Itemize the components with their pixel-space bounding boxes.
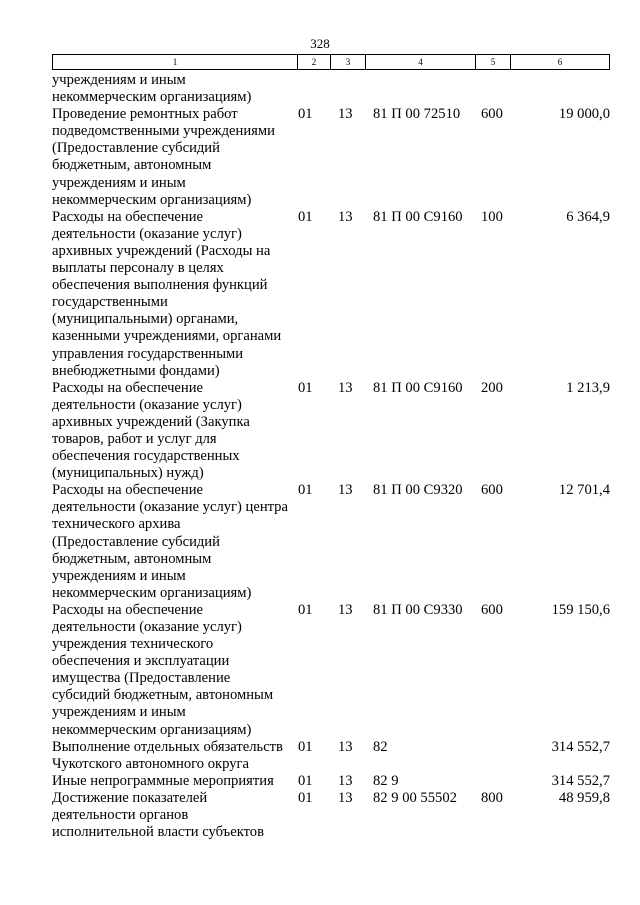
row-description: Достижение показателей деятельности органов исполнительной власти субъектов — [52, 789, 264, 841]
column-header: 4 — [366, 55, 476, 69]
section-code: 01 — [298, 772, 313, 789]
subsection-code: 13 — [338, 482, 353, 499]
target-article-code: 82 9 — [373, 772, 399, 789]
section-code: 01 — [298, 482, 313, 499]
subsection-code: 13 — [338, 738, 353, 755]
table-row — [52, 739, 610, 773]
target-article-code: 81 П 00 С9330 — [373, 601, 463, 618]
column-header: 6 — [557, 57, 563, 67]
amount: 1 213,9 — [566, 379, 610, 396]
column-header: 1 — [53, 55, 298, 69]
subsection-code: 13 — [338, 789, 353, 806]
section-code: 01 — [298, 738, 313, 755]
target-article-code: 81 П 00 С9320 — [373, 482, 463, 499]
subsection-code — [338, 72, 373, 106]
target-article-code — [373, 72, 481, 106]
table-body — [52, 72, 610, 841]
table-row — [52, 602, 610, 739]
table-row — [52, 380, 610, 483]
section-code: 01 — [298, 789, 313, 806]
row-description: Расходы на обеспечение деятельности (оказание услуг) центра технического архива (Предоставление субсидий бюджетным, автономным учреждениям и иным некоммерческим организациям) — [52, 482, 288, 601]
amount: 48 959,8 — [558, 789, 610, 806]
target-article-code: 81 П 00 С9160 — [373, 208, 463, 225]
table-row — [52, 482, 610, 602]
row-description: Расходы на обеспечение деятельности (оказание услуг) архивных учреждений (Расходы на выплаты персоналу в целях обеспечения выполнения функций государственными (муниципальными) органами, казенными учреждениями, органами управления государственными внебюджетными фондами) — [52, 208, 282, 379]
expense-type-code — [481, 739, 521, 773]
page-number: 328 — [310, 36, 330, 51]
table-row — [52, 209, 610, 380]
amount — [521, 72, 610, 106]
expense-type-code: 200 — [481, 379, 503, 396]
target-article-code: 82 9 00 55502 — [373, 789, 457, 806]
expense-type-code: 600 — [481, 601, 503, 618]
column-header: 3 — [331, 55, 366, 69]
row-description: Расходы на обеспечение деятельности (оказание услуг) архивных учреждений (Закупка товаров, работ и услуг для обеспечения государственных (муниципальных) нужд) — [52, 379, 250, 482]
section-code: 01 — [298, 106, 313, 123]
table-row — [52, 72, 610, 106]
section-code: 01 — [298, 601, 313, 618]
column-header: 2 — [298, 55, 331, 69]
subsection-code: 13 — [338, 772, 353, 789]
section-code: 01 — [298, 208, 313, 225]
expense-type-code: 600 — [481, 482, 503, 499]
subsection-code: 13 — [338, 379, 353, 396]
table-header — [52, 54, 610, 70]
column-header: 5 — [476, 55, 511, 69]
subsection-code: 13 — [338, 601, 353, 618]
row-description: Иные непрограммные мероприятия — [52, 772, 274, 789]
table-row — [52, 790, 610, 841]
table-row — [52, 106, 610, 209]
row-description: Проведение ремонтных работ подведомственными учреждениями (Предоставление субсидий бюджетным, автономным учреждениям и иным некоммерческим организациям) — [52, 106, 275, 208]
expense-type-code: 100 — [481, 208, 503, 225]
section-code: 01 — [298, 379, 313, 396]
target-article-code: 81 П 00 С9160 — [373, 379, 463, 396]
amount: 314 552,7 — [551, 738, 610, 755]
row-description: учреждениям и иным некоммерческим организациям) — [52, 72, 252, 106]
amount: 6 364,9 — [566, 208, 610, 225]
expense-type-code: 800 — [481, 789, 503, 806]
amount: 314 552,7 — [551, 772, 610, 789]
expense-type-code — [481, 72, 521, 106]
amount: 19 000,0 — [558, 106, 610, 123]
table-row — [52, 773, 610, 790]
amount: 12 701,4 — [558, 482, 610, 499]
target-article-code: 81 П 00 72510 — [373, 106, 461, 123]
subsection-code: 13 — [338, 106, 353, 123]
subsection-code: 13 — [338, 208, 353, 225]
row-description: Выполнение отдельных обязательств Чукотского автономного округа — [52, 738, 283, 772]
row-description: Расходы на обеспечение деятельности (оказание услуг) учреждения технического обеспечения и эксплуатации имущества (Предоставление субсидий бюджетным, автономным учреждениям и иным некоммерческим организациям) — [52, 601, 274, 738]
expense-type-code — [481, 773, 521, 790]
target-article-code: 82 — [373, 738, 388, 755]
section-code — [297, 72, 338, 106]
expense-type-code: 600 — [481, 106, 503, 123]
amount: 159 150,6 — [551, 601, 610, 618]
